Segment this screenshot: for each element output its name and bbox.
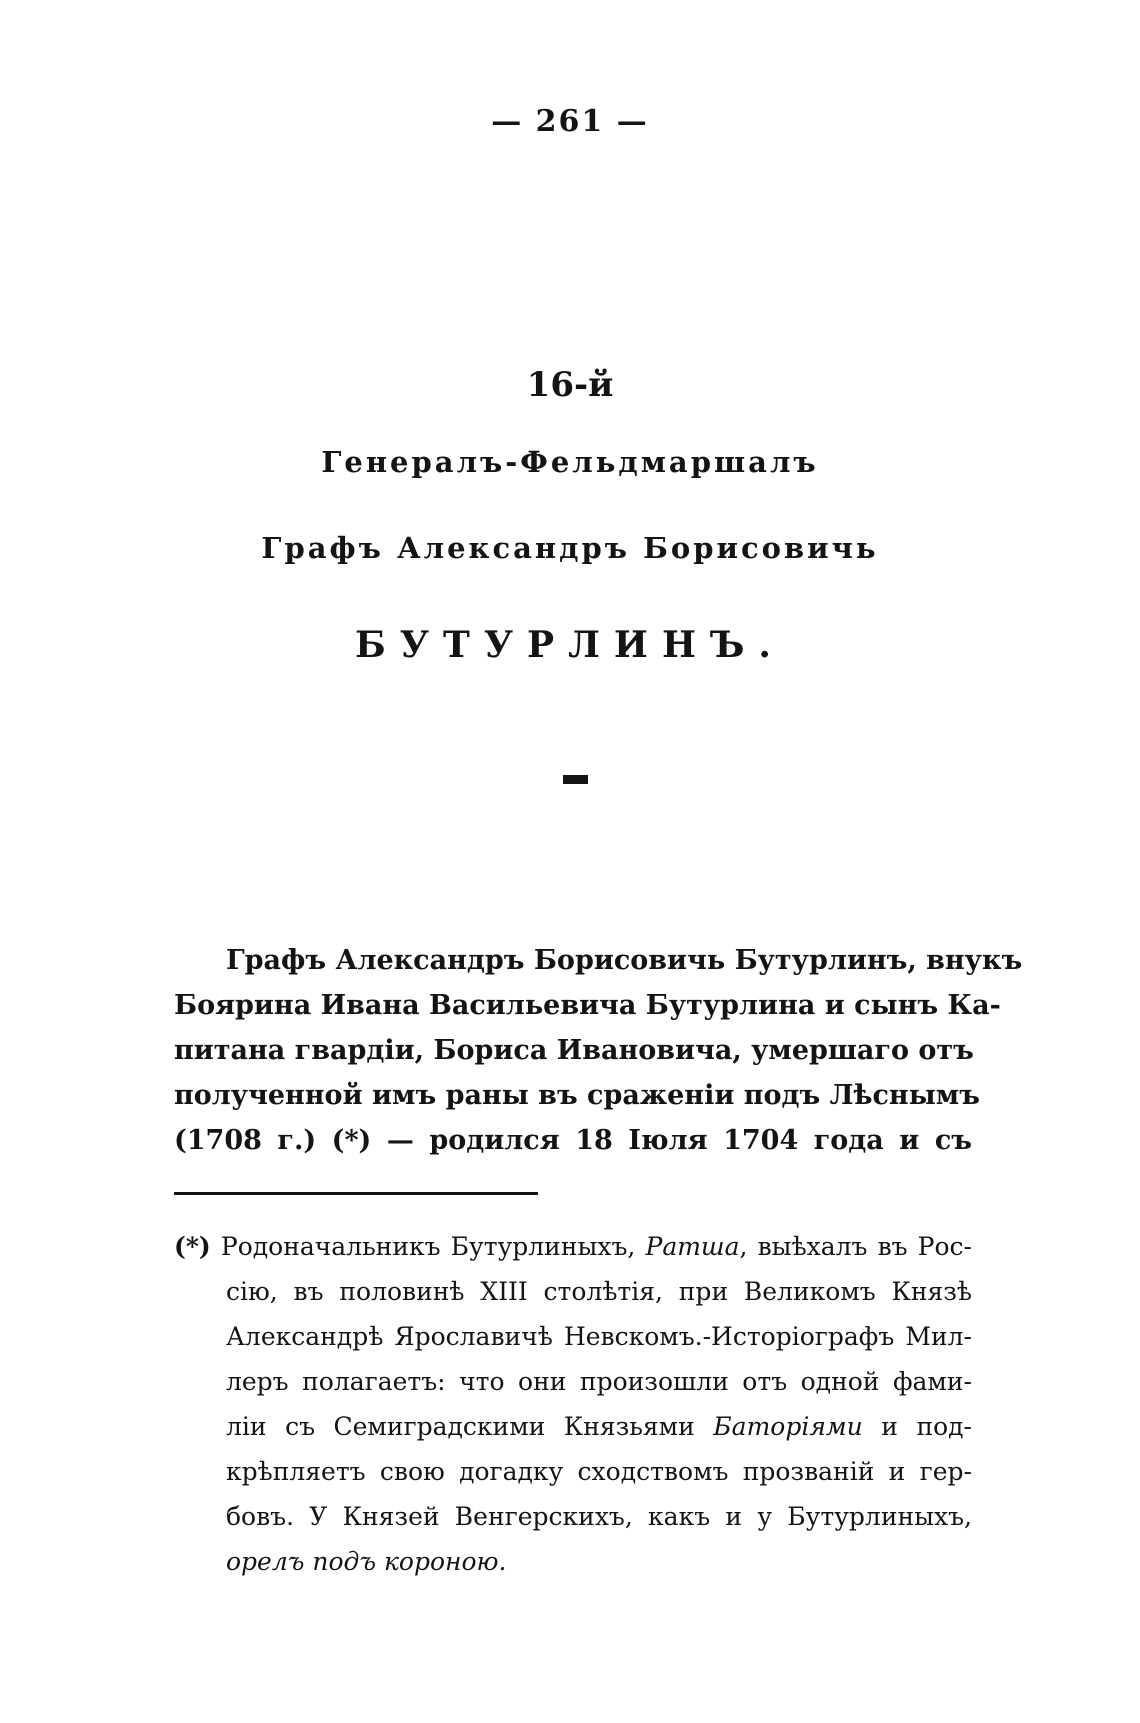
page-number: — 261 — xyxy=(491,104,649,139)
footnote-line: леръ полагаетъ: что они произошли отъ одной фами- xyxy=(226,1367,972,1396)
body-line: Боярина Ивана Васильевича Бутурлина и сынъ Ка- xyxy=(174,990,1001,1021)
footnote-italic-text: орелъ подъ короною. xyxy=(226,1547,507,1576)
entry-ordinal: 16-й xyxy=(526,365,614,405)
footnote-separator xyxy=(174,1192,538,1195)
section-divider xyxy=(563,775,588,784)
footnote-marker: (*) xyxy=(174,1232,211,1261)
body-line: питана гвардіи, Бориса Ивановича, умершаго отъ xyxy=(174,1035,974,1066)
footnote-line xyxy=(174,1539,972,1584)
footnote-text: и под- xyxy=(881,1412,972,1441)
footnote-line: бовъ. У Князей Венгерскихъ, какъ и у Бутурлиныхъ, xyxy=(226,1502,972,1531)
body-line: полученной имъ раны въ сраженіи подъ Лѣснымъ xyxy=(174,1080,980,1111)
footnote-line xyxy=(174,1404,972,1449)
body-line: Графъ Александръ Борисовичь Бутурлинъ, внукъ xyxy=(226,945,1023,976)
body-paragraph xyxy=(174,938,1023,1163)
footnote-line: Александрѣ Ярославичѣ Невскомъ.-Исторіографъ Мил- xyxy=(226,1322,972,1351)
footnote-text: ліи съ Семиградскими Князьями xyxy=(226,1412,695,1441)
footnote xyxy=(174,1224,972,1584)
footnote-italic-name: Баторіями xyxy=(713,1412,863,1441)
entry-name-heading: Графъ Александръ Борисовичь xyxy=(261,531,879,565)
footnote-line: сію, въ половинѣ XIII столѣтія, при Великомъ Князѣ xyxy=(226,1277,972,1306)
footnote-italic-name: Ратша xyxy=(645,1232,740,1261)
entry-surname-heading: БУТУРЛИНЪ. xyxy=(355,624,785,666)
body-line: (1708 г.) (*) — родился 18 Іюля 1704 года и съ xyxy=(174,1125,972,1156)
footnote-text: Родоначальникъ Бутурлиныхъ, xyxy=(220,1232,636,1261)
footnote-line xyxy=(174,1224,972,1269)
footnote-line: крѣпляетъ свою догадку сходствомъ прозваній и гер- xyxy=(226,1457,972,1486)
entry-rank-heading: Генералъ-Фельдмаршалъ xyxy=(321,445,819,479)
footnote-text: , выѣхалъ въ Рос- xyxy=(739,1232,973,1261)
